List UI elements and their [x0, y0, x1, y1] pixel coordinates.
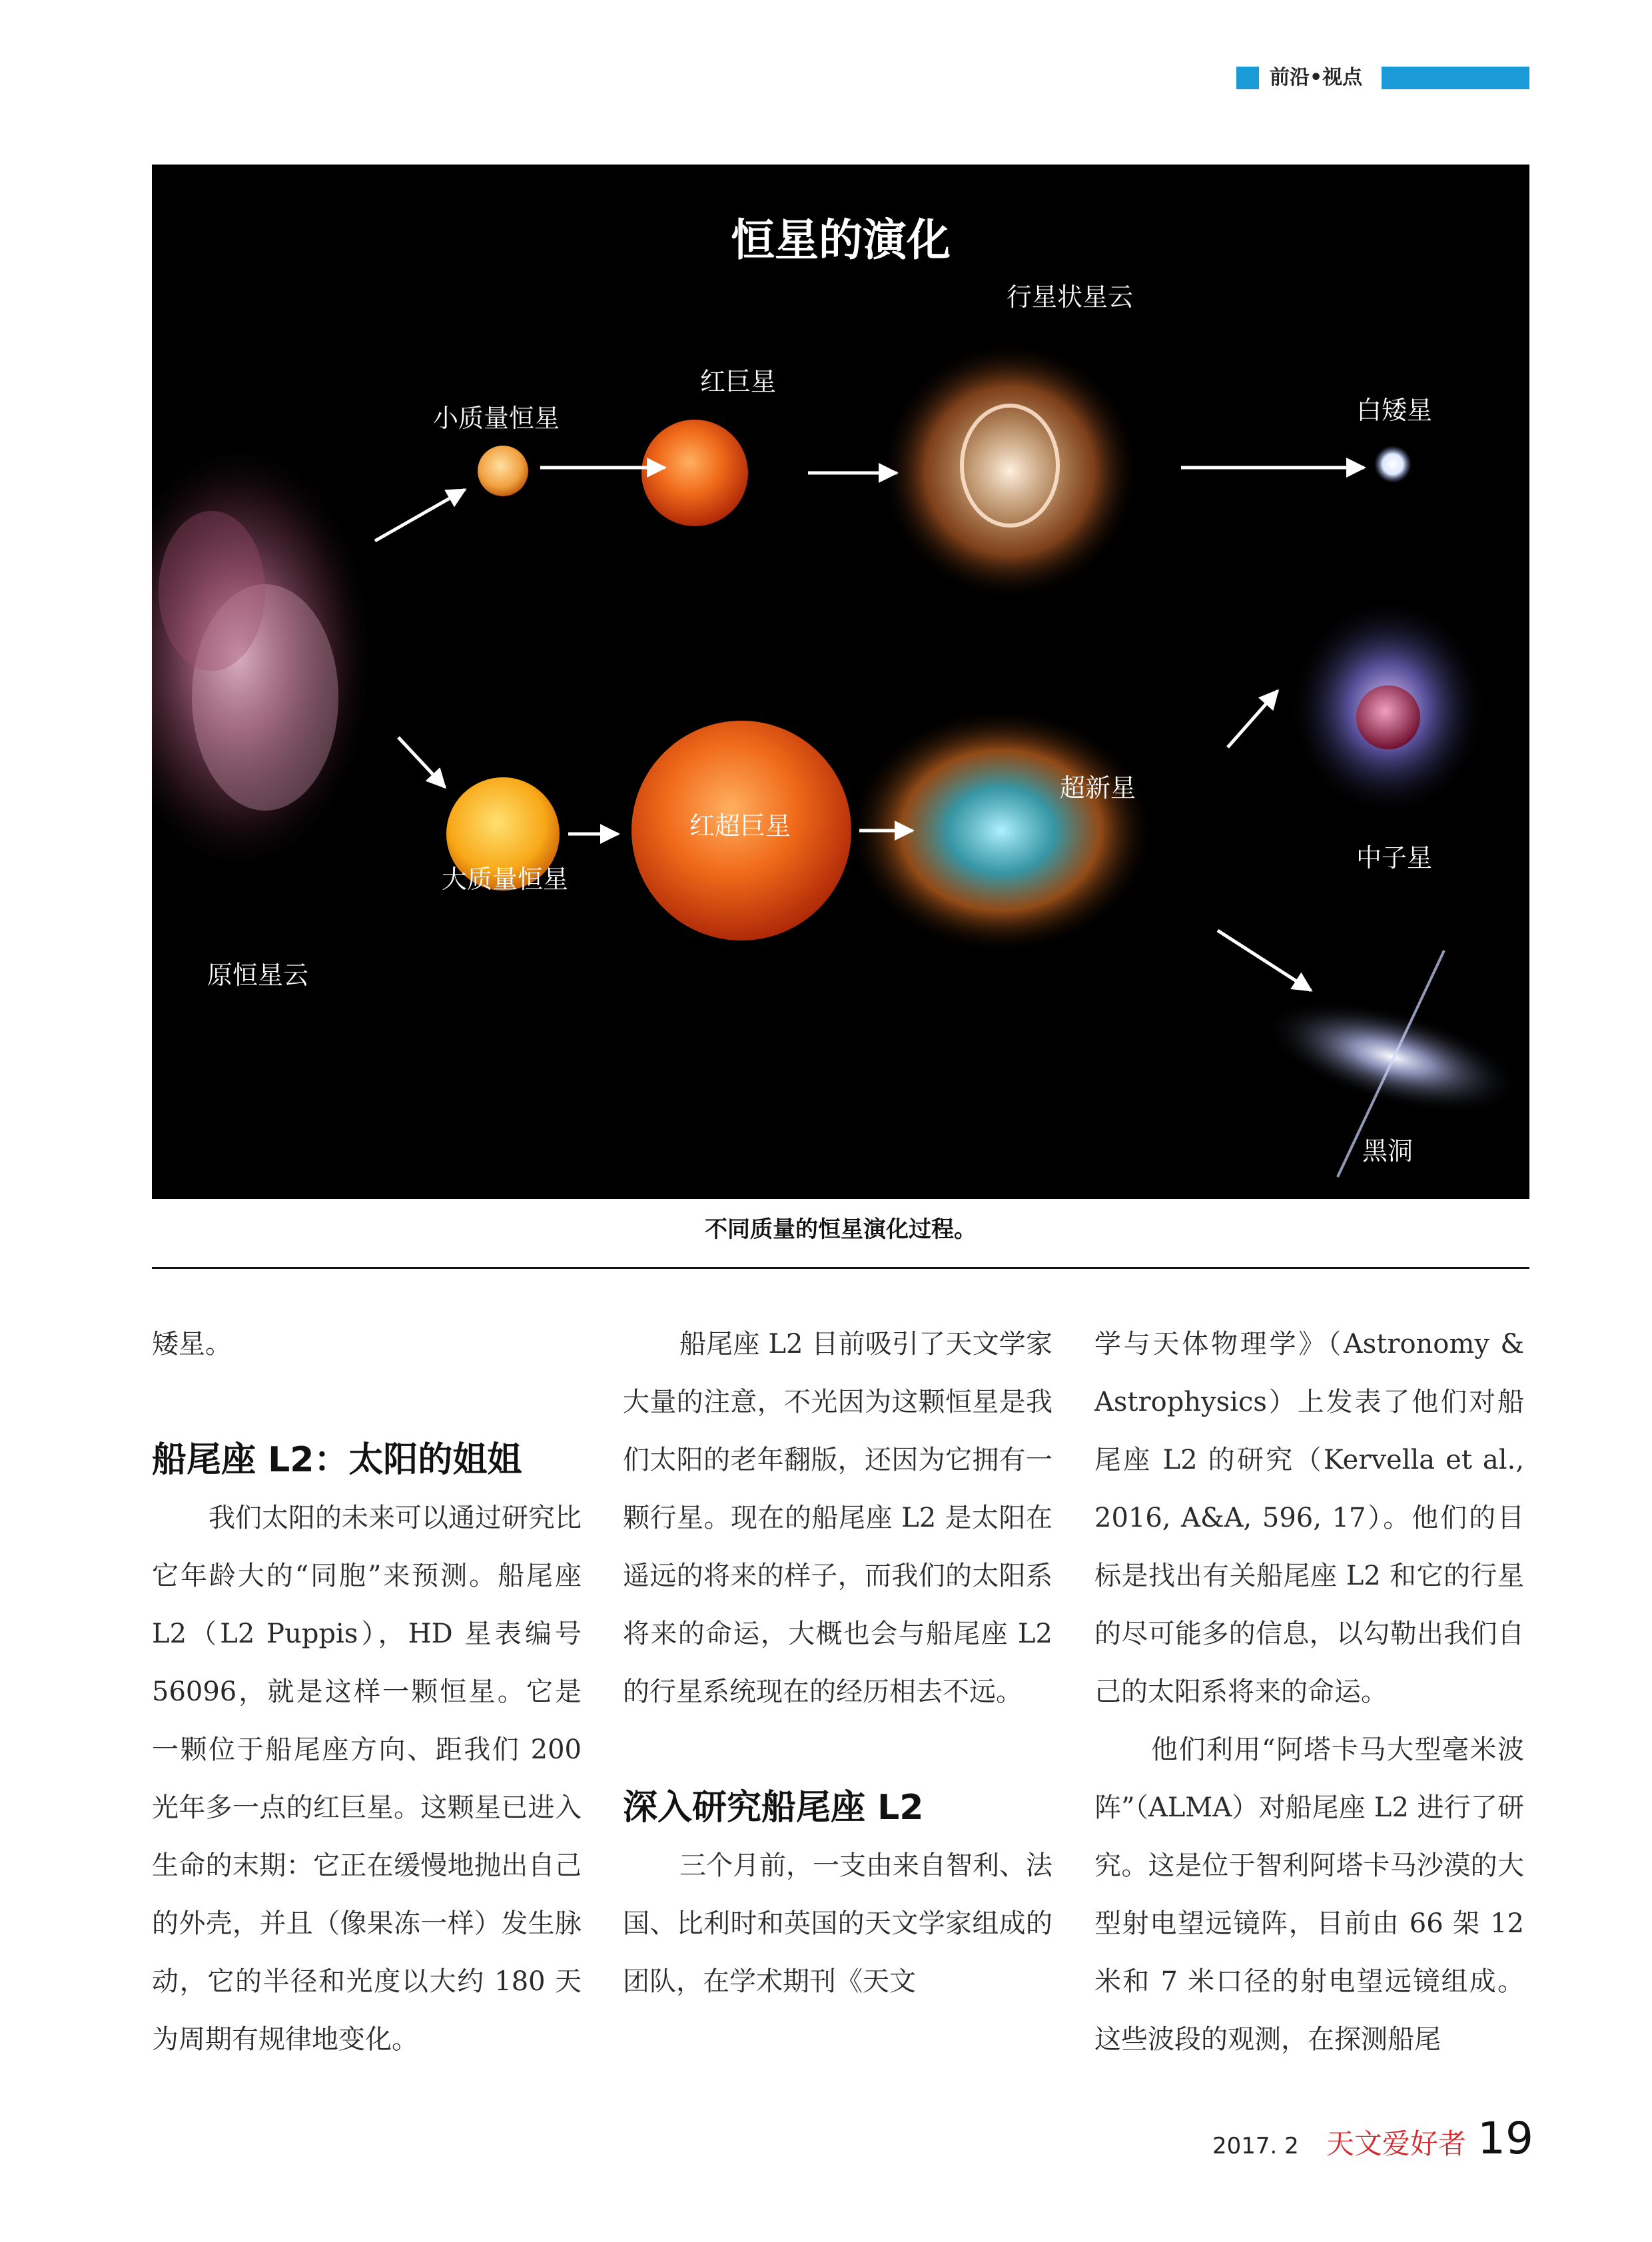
evolution-arrows [375, 468, 1364, 990]
issue-date: 2017. 2 [1212, 2133, 1299, 2159]
red-giant-image [641, 420, 748, 526]
label-red-giant: 红巨星 [699, 367, 777, 396]
label-black-hole: 黑洞 [1362, 1136, 1414, 1166]
arrow-supernova-to-neutron-star [1228, 691, 1278, 747]
text-column-3 [1094, 1315, 1524, 2069]
label-neutron-star: 中子星 [1356, 843, 1433, 873]
section-heading: 深入研究船尾座 L2 [623, 1788, 924, 1828]
paragraph: 船尾座 L2 目前吸引了天文学家大量的注意，不光因为这颗恒星是我们太阳的老年翻版，还因为它拥有一颗行星。现在的船尾座 L2 是太阳在遥远的将来的样子，而我们的太阳系将来的命运，大概也会与船尾座 L2 的行星系统现在的经历相去不远。 [623, 1329, 1052, 1707]
label-red-supergiant: 红超巨星 [689, 811, 791, 841]
page-footer [1212, 2113, 1533, 2166]
spacer [152, 1373, 582, 1431]
page-number: 19 [1477, 2113, 1533, 2164]
figure-title: 恒星的演化 [731, 214, 951, 266]
planetary-nebula-image [880, 341, 1140, 601]
label-white-dwarf: 白矮星 [1356, 396, 1433, 425]
arrow-nebula-to-low-mass [375, 490, 465, 541]
magazine-name: 天文爱好者 [1326, 2127, 1466, 2160]
paragraph: 他们利用“阿塔卡马大型毫米波阵”（ALMA）对船尾座 L2 进行了研究。这是位于智利阿塔卡马沙漠的大型射电望远镜阵，目前由 66 架 12 米和 7 米口径的射电望远镜组成。这些波段的观测，在探测船尾 [1094, 1734, 1524, 2055]
black-hole-image [1252, 978, 1529, 1137]
label-supernova: 超新星 [1059, 773, 1136, 803]
text-column-2 [623, 1315, 1052, 2011]
arrow-nebula-to-high-mass [398, 737, 445, 787]
section-title: 前沿•视点 [1270, 66, 1363, 89]
paragraph: 我们太阳的未来可以通过研究比它年龄大的“同胞”来预测。船尾座 L2（L2 Puppis），HD 星表编号 56096，就是这样一颗恒星。它是一颗位于船尾座方向、距我们 200 光年多一点的红巨星。这颗星已进入生命的末期：它正在缓慢地抛出自己的外壳，并且（像果冻一样）发生脉动，它的半径和光度以大约 180 天为周期有规律地变化。 [152, 1503, 582, 2055]
paragraph: 矮星。 [152, 1329, 232, 1359]
label-planetary-nebula: 行星状星云 [1006, 282, 1134, 312]
white-dwarf-image [1374, 446, 1412, 483]
divider-rule [152, 1267, 1529, 1269]
figure-caption: 不同质量的恒星演化过程。 [705, 1216, 977, 1243]
label-low-mass-star: 小质量恒星 [432, 404, 560, 433]
arrow-supernova-to-black-hole [1218, 931, 1311, 990]
label-high-mass-star: 大质量恒星 [441, 865, 569, 894]
header-bar [1382, 67, 1529, 89]
section-heading: 船尾座 L2：太阳的姐姐 [152, 1440, 522, 1480]
text-column-1 [152, 1315, 582, 2069]
label-protostellar-nebula: 原恒星云 [206, 960, 309, 990]
stellar-evolution-figure [152, 165, 1529, 1199]
section-header [1236, 65, 1529, 91]
spacer [623, 1721, 1052, 1779]
paragraph: 学与天体物理学》（Astronomy & Astrophysics）上发表了他们对船尾座 L2 的研究（Kervella et al., 2016, A&A, 596, 17）。他们的目标是找出有关船尾座 L2 和它的行星的尽可能多的信息，以勾勒出我们自己的太阳系将来的命运。 [1094, 1329, 1524, 1707]
low-mass-star-image [478, 446, 528, 496]
header-square-mark [1236, 67, 1259, 89]
figure-illustration [152, 165, 1529, 1199]
paragraph: 三个月前，一支由来自智利、法国、比利时和英国的天文学家组成的团队，在学术期刊《天文 [623, 1850, 1052, 1997]
